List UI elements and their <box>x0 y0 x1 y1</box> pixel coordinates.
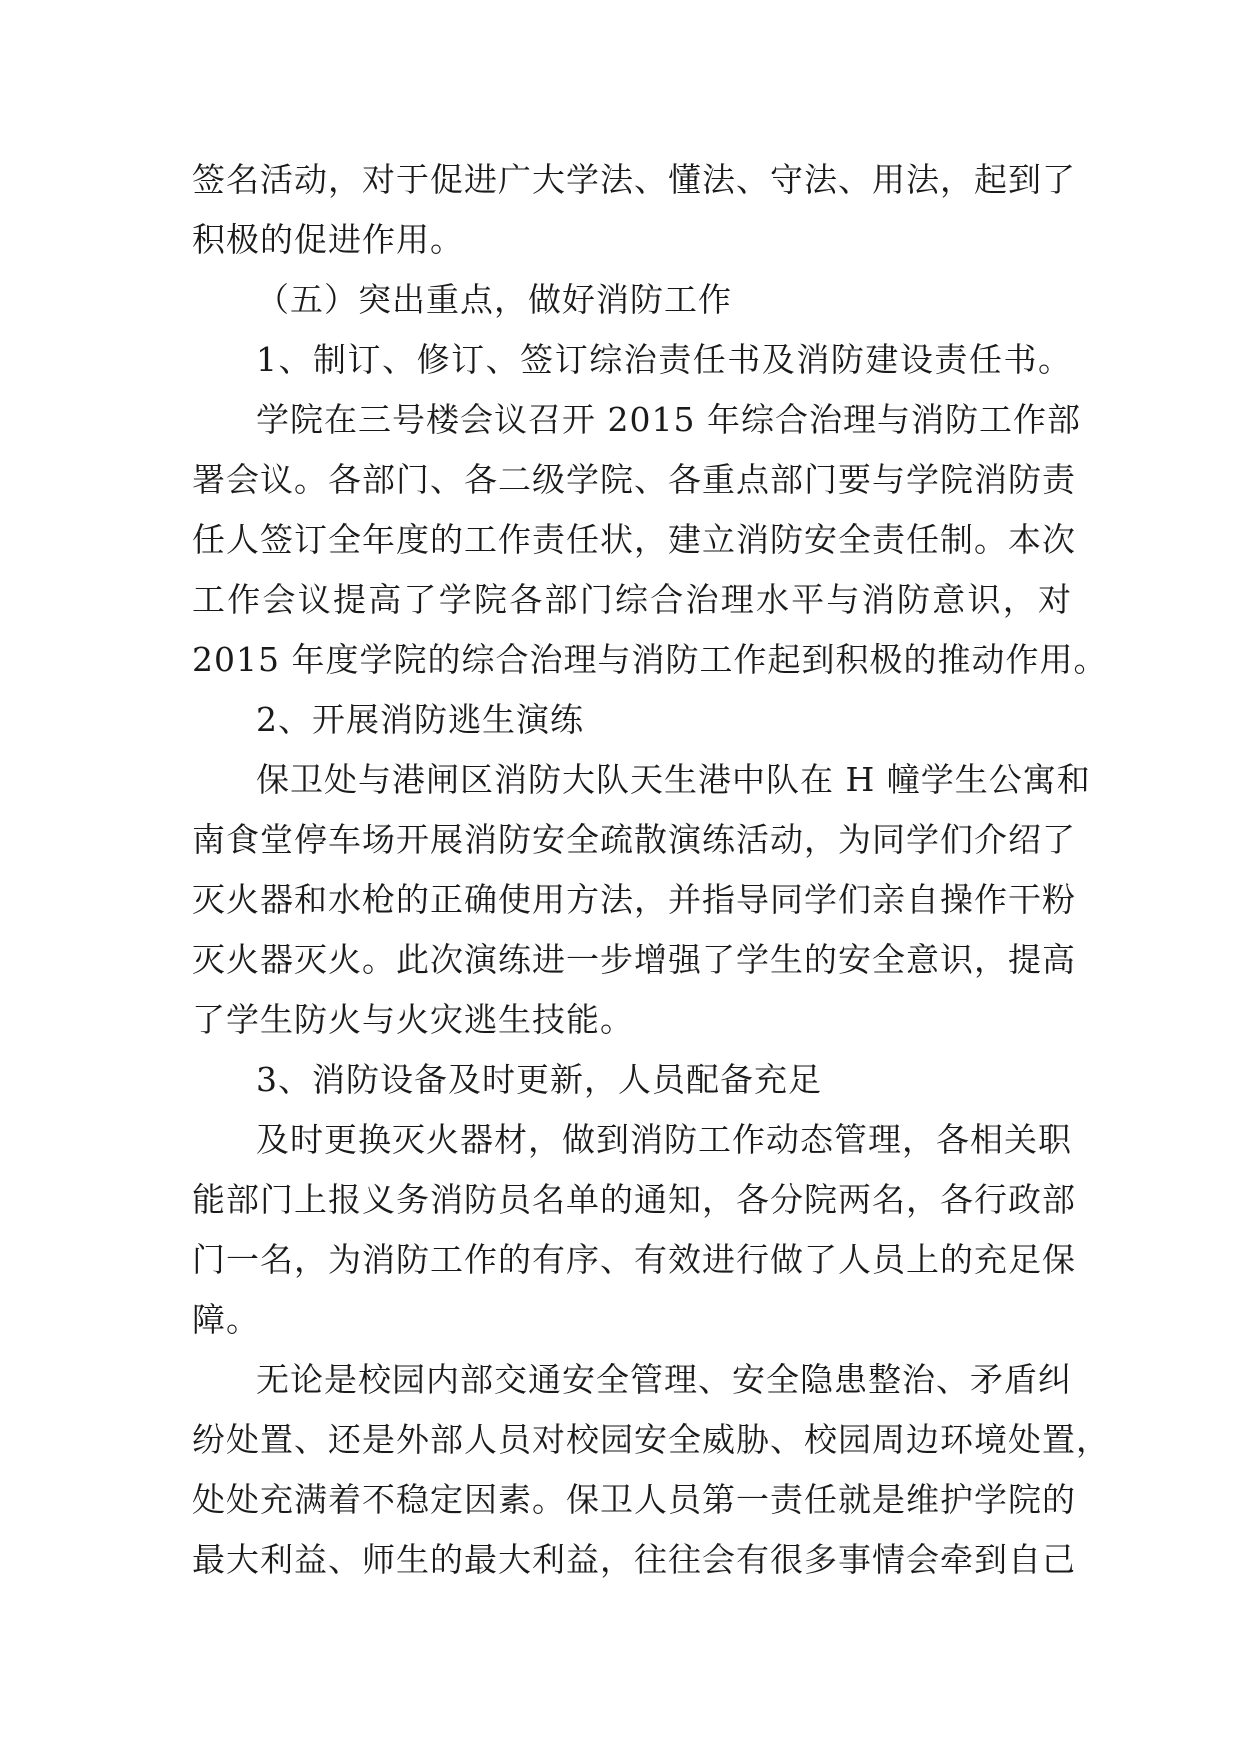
body-text-line: 了学生防火与火灾逃生技能。 <box>192 1000 634 1039</box>
body-text-line: 学院在三号楼会议召开 2015 年综合治理与消防工作部 <box>256 400 1081 439</box>
body-text-line: 2015 年度学院的综合治理与消防工作起到积极的推动作用。 <box>192 640 1108 679</box>
body-text-line: 障。 <box>192 1300 260 1339</box>
body-text-line: 灭火器灭火。此次演练进一步增强了学生的安全意识，提高 <box>192 940 1076 979</box>
body-text-line: 能部门上报义务消防员名单的通知，各分院两名，各行政部 <box>192 1180 1076 1219</box>
section-heading: （五）突出重点，做好消防工作 <box>256 280 732 319</box>
body-text-line: 纷处置、还是外部人员对校园安全威胁、校园周边环境处置， <box>192 1420 1110 1459</box>
body-text-line: 及时更换灭火器材，做到消防工作动态管理，各相关职 <box>256 1120 1072 1159</box>
body-text-line: 签名活动，对于促进广大学法、懂法、守法、用法，起到了 <box>192 160 1076 199</box>
subsection-heading: 1、制订、修订、签订综治责任书及消防建设责任书。 <box>256 340 1072 379</box>
body-text-line: 最大利益、师生的最大利益，往往会有很多事情会牵到自己 <box>192 1540 1076 1579</box>
subsection-heading: 3、消防设备及时更新，人员配备充足 <box>256 1060 822 1099</box>
subsection-heading: 2、开展消防逃生演练 <box>256 700 584 739</box>
body-text-line: 南食堂停车场开展消防安全疏散演练活动，为同学们介绍了 <box>192 820 1076 859</box>
body-text-line: 署会议。各部门、各二级学院、各重点部门要与学院消防责 <box>192 460 1076 499</box>
body-text-line: 灭火器和水枪的正确使用方法，并指导同学们亲自操作干粉 <box>192 880 1076 919</box>
body-text-line: 任人签订全年度的工作责任状，建立消防安全责任制。本次 <box>192 520 1076 559</box>
body-text-line: 工作会议提高了学院各部门综合治理水平与消防意识，对 <box>192 580 1072 619</box>
body-text-line: 保卫处与港闸区消防大队天生港中队在 H 幢学生公寓和 <box>256 760 1091 799</box>
body-text-line: 积极的促进作用。 <box>192 220 464 259</box>
body-text-line: 无论是校园内部交通安全管理、安全隐患整治、矛盾纠 <box>256 1360 1072 1399</box>
body-text-line: 处处充满着不稳定因素。保卫人员第一责任就是维护学院的 <box>192 1480 1076 1519</box>
body-text-line: 门一名，为消防工作的有序、有效进行做了人员上的充足保 <box>192 1240 1076 1279</box>
